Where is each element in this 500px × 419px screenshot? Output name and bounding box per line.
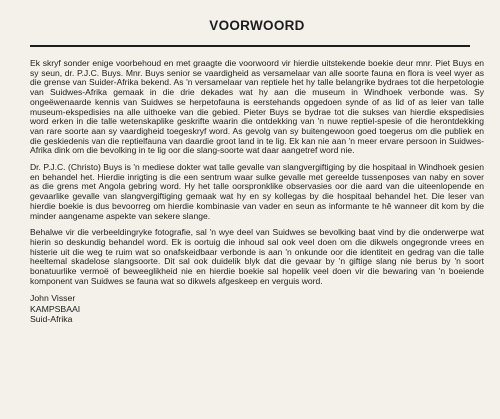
paragraph-2: Dr. P.J.C. (Christo) Buys is 'n mediese dokter wat talle gevalle van slangvergiftiging by die hospitaal in Windhoek gesien en behandel het. Hierdie inrigting is die een sentrum waar sulke gevalle met gereelde tussenposes van naby en sover as die grens met Angola gebring word. Hy het talle oorspronklike observasies oor die aard van die uiteenlopende en gevaarlike gevalle van slangvergiftiging gemaak wat hy en sy kollegas by die hospitaal behandel het. Die leser van hierdie boekie is dus bevoorreg om hierdie kombinasie van vader en seun as informante te hê wanneer dit kom by die minder aangename aspekte van sekere slange.: [30, 162, 484, 221]
page-title: VOORWOORD: [209, 18, 305, 33]
signature-name: John Visser: [30, 293, 76, 304]
paragraph-3: Behalwe vir die verbeeldingryke fotografie, sal 'n wye deel van Suidwes se bevolking baat vind by die onderwerpe wat hierin so deskundig behandel word. Ek is oortuig die inhoud sal ook veel doen om die dikwels ongegronde vrees en histerie uit die weg te ruim wat so onafskeidbaar verbonde is aan 'n onkunde oor die identiteit en gedrag van die talle heeltemal skadelose slangsoorte. Dit sal ook duidelik blyk dat die gevaar by 'n giftige slang nie berus by 'n soort bonatuurlike vermoë of beweeglikheid nie en hierdie boekie sal hopelik veel doen vir die bewaring van 'n boeiende komponent van Suidwes se fauna wat so dikwels afgeskeep en verguis word.: [30, 227, 484, 286]
signature-place: KAMPSBAAI: [30, 303, 81, 314]
title-divider: [30, 45, 470, 47]
paragraph-1: Ek skryf sonder enige voorbehoud en met graagte die voorwoord vir hierdie uitstekende boekie deur mnr. Piet Buys en sy seun, dr. P.J.C. Buys. Mnr. Buys senior se vaardigheid as versamelaar van alle soorte fauna en flora is veel wyer as die grense van Suider-Afrika bekend. As 'n versamelaar van reptiele het hy talle belangrike bydraes tot die herpetologie van Suidwes-Afrika gemaak in die drie dekades wat hy aan die museum in Windhoek verbonde was. Sy ongeëwenaarde kennis van Suidwes se herpetofauna is eerstehands opgedoen synde of as lid of as leier van talle museum-ekspedisies na alle uithoeke van die gebied. Pieter Buys se bydrae tot die sukses van hierdie ekspedisies word erken in die talle wetenskaplike geskrifte waarin die ontdekking van 'n nuwe reptiel-spesie of die herontdekking van rare soorte aan sy vaardigheid toegeskryf word. As gevolg van sy buitengewoon goed toegerus om die publiek en die geskiedenis van die reptielfauna van daardie groot land in te lig. Ek kan nie aan 'n meer ervare persoon in Suidwes-Afrika dink om die bevolking in te lig oor die slang-soorte wat daar aangetref word nie.: [30, 58, 484, 156]
signature-country: Suid-Afrika: [30, 313, 73, 324]
signature-block: [30, 293, 484, 324]
